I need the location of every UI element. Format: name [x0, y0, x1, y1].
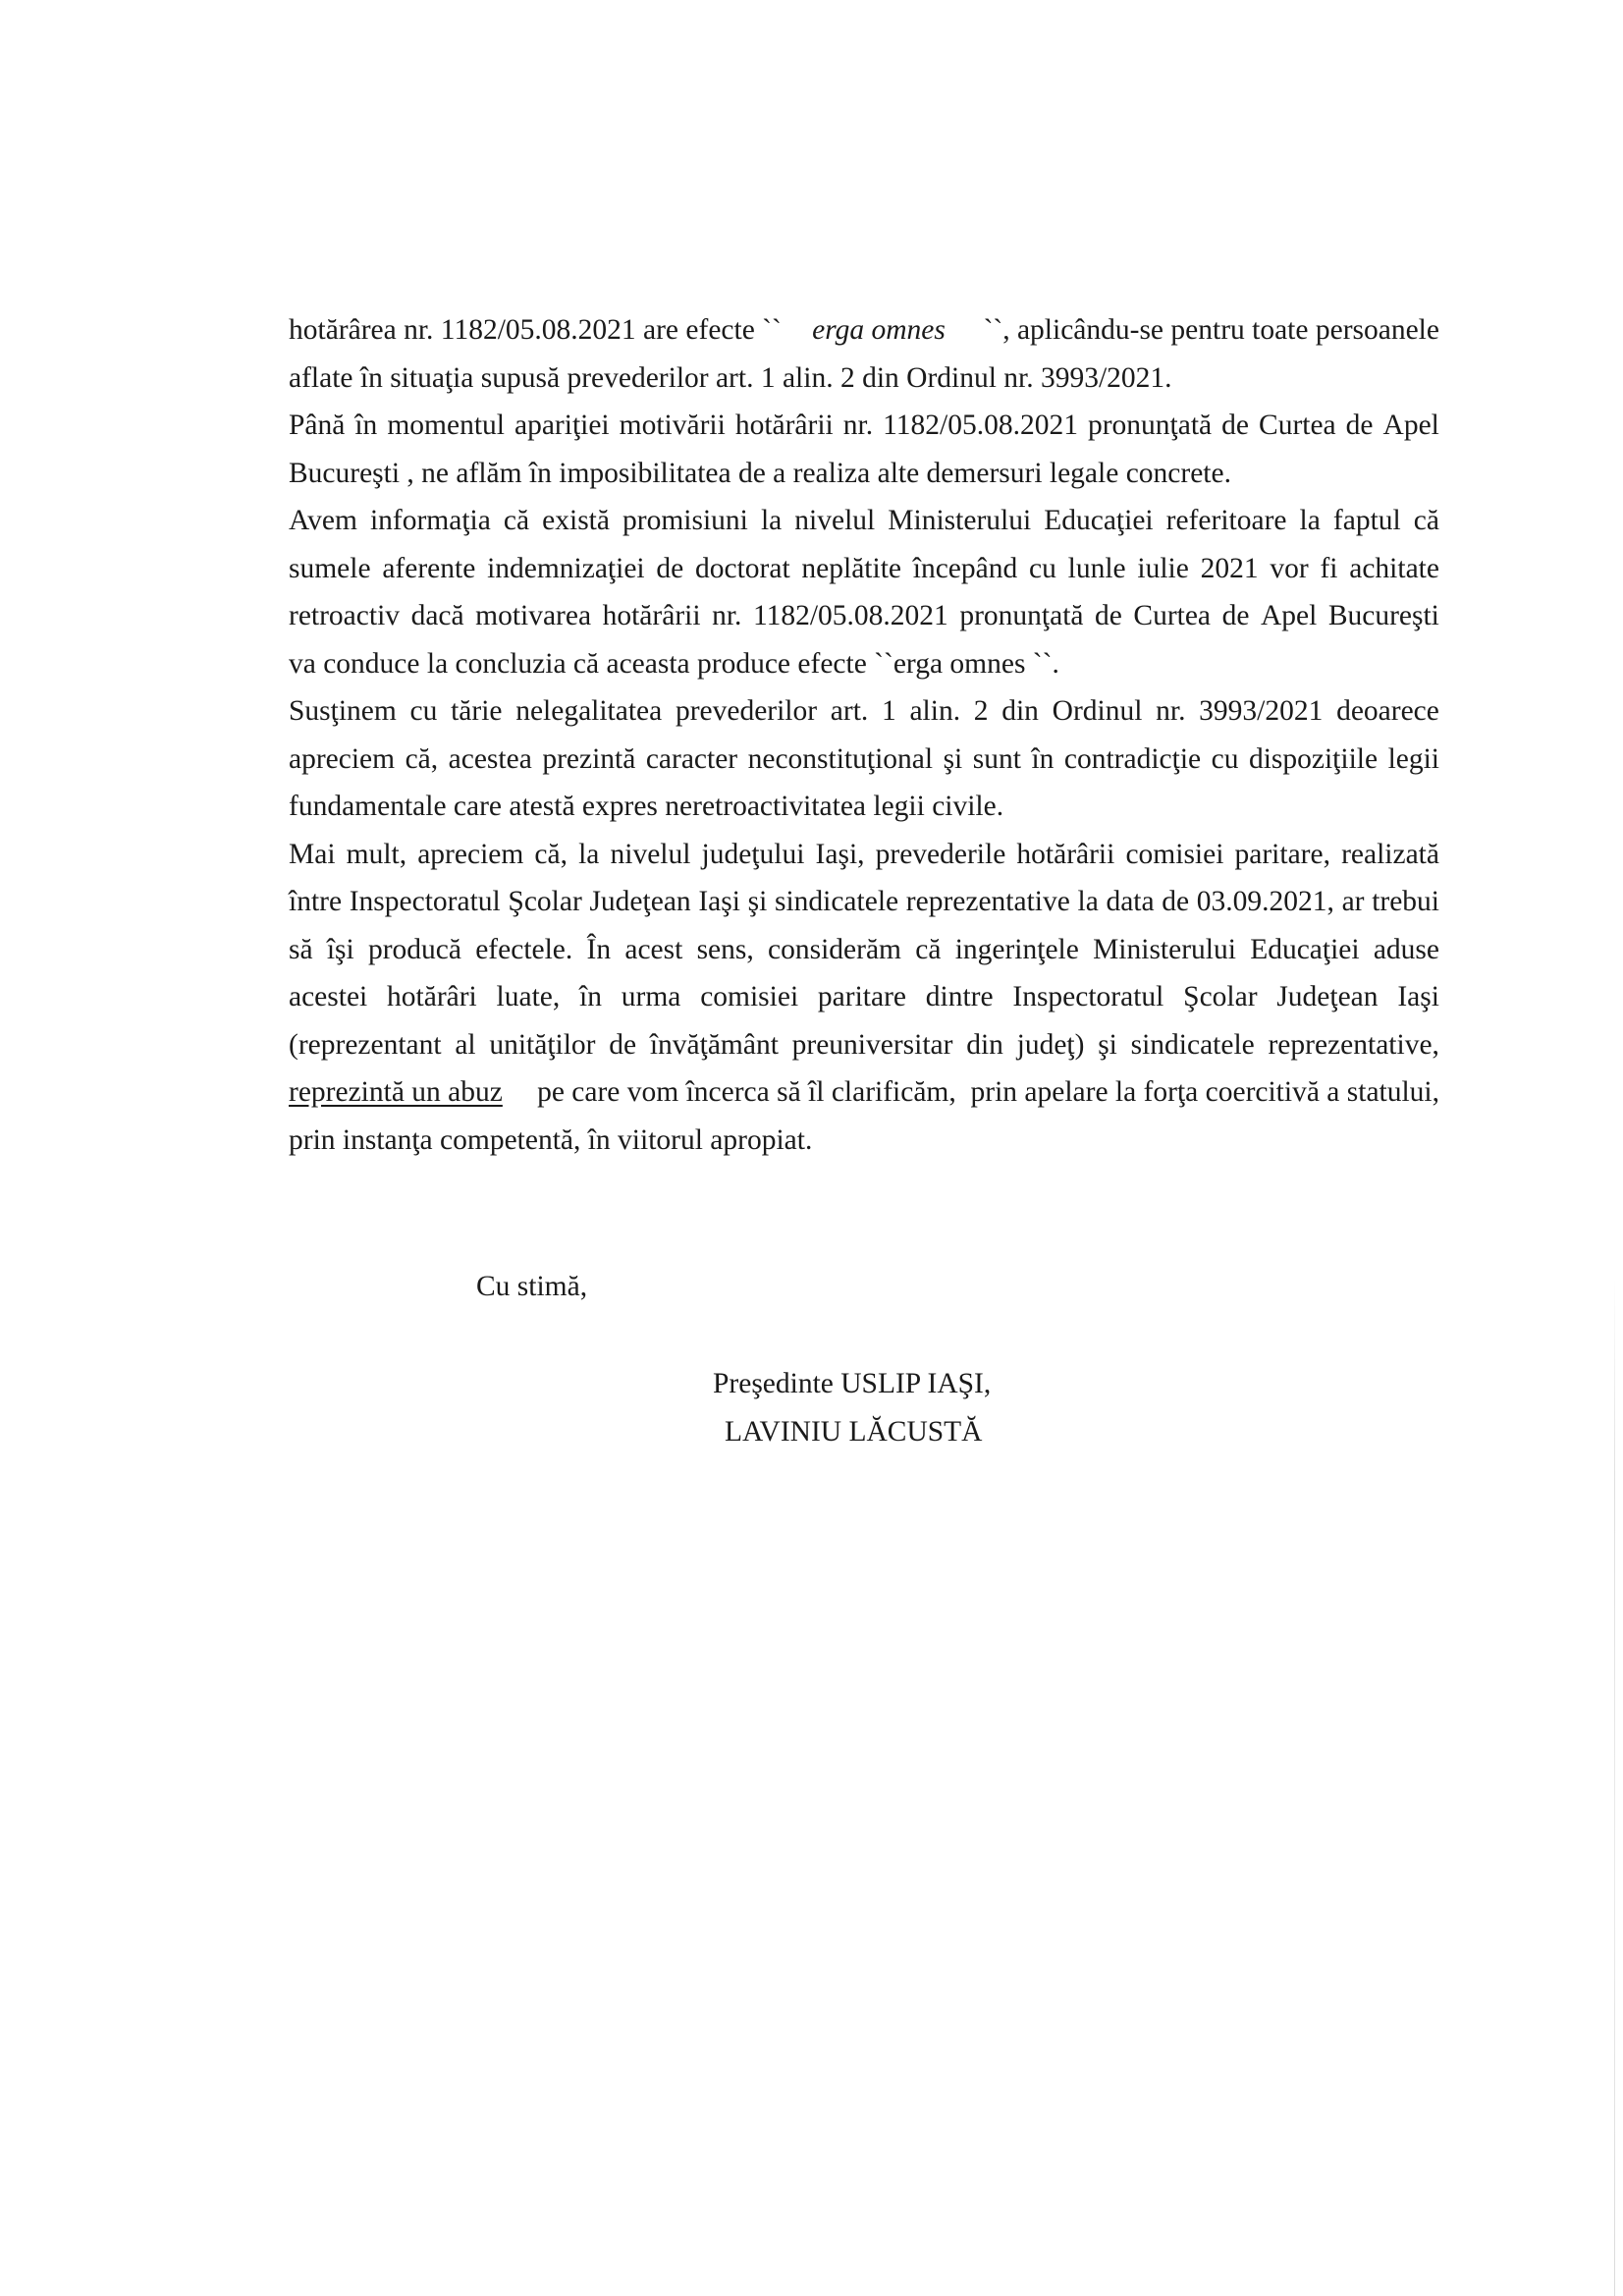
word: faptul: [1332, 505, 1401, 536]
word: 2021: [1200, 552, 1259, 584]
word: că: [1413, 505, 1439, 536]
word: Ministerului: [1093, 933, 1236, 965]
word: Iaşi: [1397, 981, 1439, 1012]
word: Susţinem: [289, 695, 397, 727]
word: că: [503, 505, 530, 536]
word: aferente: [382, 552, 476, 584]
word: momentul: [387, 410, 505, 441]
word: 2: [973, 695, 989, 727]
text-line: prin instanţa competentă, în viitorul apropiat.: [289, 1123, 813, 1156]
paragraph-2: [289, 402, 1439, 497]
text-line: [289, 1068, 1439, 1117]
italic-phrase: erga omnes: [812, 314, 946, 346]
word: în: [579, 981, 602, 1012]
word: Şcolar: [508, 886, 582, 917]
word: Curtea: [1259, 410, 1336, 441]
word: Iaşi: [698, 886, 740, 917]
word: apreciem: [417, 838, 524, 870]
word: şi: [1098, 1028, 1117, 1061]
text-line-segment: hotărârea nr. 1182/05.08.2021 are efecte ``: [289, 314, 782, 346]
word: de: [609, 1028, 637, 1061]
word: de: [1095, 600, 1122, 631]
word: informaţia: [369, 505, 491, 536]
word: între: [289, 886, 343, 917]
word: că: [915, 933, 942, 965]
word: Inspectoratul: [349, 886, 501, 917]
word: acestei: [289, 981, 368, 1012]
text-line: va conduce la concluzia că aceasta produce efecte ``erga omnes ``.: [289, 647, 1059, 680]
word: pronunţată: [959, 600, 1084, 631]
word: hotărârii: [734, 410, 834, 441]
word: referitoare: [1165, 505, 1287, 536]
text-line: [289, 592, 1439, 640]
text-line: [289, 878, 1439, 926]
text-line: [289, 402, 1439, 450]
word: retroactiv: [289, 600, 401, 631]
text-line: [289, 1021, 1439, 1069]
word: vor: [1270, 552, 1309, 584]
word: nr.: [842, 410, 874, 441]
word: sunt: [972, 742, 1021, 775]
word: Curtea: [1133, 600, 1212, 631]
word: începând: [912, 552, 1018, 584]
text-line: [289, 973, 1439, 1021]
word: urma: [621, 981, 681, 1012]
text-line: [289, 545, 1439, 593]
word: comisiei: [700, 981, 799, 1012]
paragraph-4: [289, 687, 1439, 831]
word: apreciem: [289, 742, 396, 775]
word: nivelul: [610, 838, 691, 870]
word: hotărârii: [1016, 838, 1115, 870]
word: hotărâri: [387, 981, 477, 1012]
text-line: [289, 687, 1439, 736]
word: al: [455, 1028, 476, 1061]
text-line: [289, 497, 1439, 545]
word: contradicţie: [1063, 742, 1202, 775]
word: 3993/2021: [1199, 695, 1324, 727]
word: din: [1001, 695, 1039, 727]
word: dacă: [410, 600, 464, 631]
word: Avem: [289, 505, 357, 536]
word: În: [586, 933, 612, 965]
word: prevederile: [875, 838, 1006, 870]
word: Şcolar: [1183, 981, 1258, 1012]
word: fi: [1320, 552, 1338, 584]
word: Bucureşti: [1327, 600, 1439, 631]
word: dintre: [925, 981, 994, 1012]
word: neplătite: [801, 552, 901, 584]
underlined-phrase: reprezintă un abuz: [289, 1076, 503, 1108]
word: deoarece: [1336, 695, 1439, 727]
word: nelegalitatea: [515, 695, 663, 727]
word: Iaşi,: [815, 838, 865, 870]
signatory-title: Preşedinte USLIP IAŞI,: [713, 1368, 992, 1399]
word: efectele.: [475, 933, 573, 965]
text-line: [289, 736, 1439, 784]
word: sindicatele: [1130, 1028, 1255, 1061]
word: aduse: [1373, 933, 1439, 965]
word: alin.: [909, 695, 961, 727]
word: de: [1221, 410, 1249, 441]
word: Mai: [289, 838, 336, 870]
word: cu: [1029, 552, 1056, 584]
word: la: [1077, 886, 1099, 917]
word: şi: [747, 886, 768, 917]
word: sumele: [289, 552, 371, 584]
word: Judeţean: [1276, 981, 1379, 1012]
word: acestea: [448, 742, 532, 775]
word: neconstituţional: [747, 742, 934, 775]
word: apariţiei: [514, 410, 610, 441]
word: ingerinţele: [954, 933, 1079, 965]
signatory-name: LAVINIU LĂCUSTĂ: [725, 1416, 983, 1448]
word: 1: [882, 695, 896, 727]
text-line-segment: ``, aplicându-se pentru toate persoanele: [976, 314, 1439, 346]
text-line: fundamentale care atestă expres neretroactivitatea legii civile.: [289, 791, 1004, 822]
word: îşi: [326, 933, 354, 965]
word: considerăm: [768, 933, 901, 965]
word: doctorat: [695, 552, 790, 584]
word: Ministerului: [888, 505, 1032, 536]
word: la: [578, 838, 600, 870]
text-line-segment: pe care vom încerca să îl clarificăm, prin apelare la forţa coercitivă a statului,: [529, 1076, 1439, 1108]
word: de: [1221, 600, 1250, 631]
word: Judeţean: [589, 886, 691, 917]
word: de: [656, 552, 684, 584]
word: hotărârii: [602, 600, 701, 631]
word: nr.: [1156, 695, 1186, 727]
word: producă: [367, 933, 461, 965]
word: lunle: [1067, 552, 1126, 584]
word: că,: [405, 742, 439, 775]
word: trebui: [1372, 886, 1439, 917]
scan-edge-line: [1614, 1277, 1615, 2296]
word: există: [542, 505, 610, 536]
paragraph-3: [289, 497, 1439, 687]
word: să: [289, 933, 313, 965]
letter-body: [289, 306, 1439, 1164]
word: acest: [624, 933, 683, 965]
paragraph-1: [289, 306, 1439, 402]
word: art.: [830, 695, 869, 727]
word: prezintă: [542, 742, 636, 775]
signature-block: [713, 1360, 991, 1456]
word: învăţământ: [649, 1028, 779, 1061]
word: de: [1162, 886, 1190, 917]
word: reprezentative,: [1268, 1028, 1439, 1061]
word: Apel: [1382, 410, 1439, 441]
word: preuniversitar: [791, 1028, 953, 1061]
word: legii: [1387, 742, 1439, 775]
word: Educaţiei: [1250, 933, 1360, 965]
word: cu: [1211, 742, 1239, 775]
word: sens,: [696, 933, 754, 965]
word: achitate: [1349, 552, 1439, 584]
word: comisiei: [1125, 838, 1224, 870]
word: în: [354, 410, 378, 441]
word: 03.09.2021,: [1196, 886, 1334, 917]
word: la: [760, 505, 783, 536]
word: judeţului: [701, 838, 805, 870]
word: din: [966, 1028, 1003, 1061]
word: Până: [289, 410, 346, 441]
word: tărie: [451, 695, 503, 727]
word: la: [1299, 505, 1321, 536]
word: unităţilor: [489, 1028, 596, 1061]
word: prevederilor: [675, 695, 818, 727]
word: 1182/05.08.2021: [752, 600, 948, 631]
word: judeţ): [1016, 1028, 1085, 1061]
word: realizată: [1341, 838, 1439, 870]
closing-salutation: Cu stimă,: [476, 1271, 588, 1302]
word: data: [1106, 886, 1155, 917]
word: motivării: [619, 410, 726, 441]
word: ar: [1341, 886, 1365, 917]
word: motivarea: [475, 600, 592, 631]
word: reprezentative: [905, 886, 1070, 917]
word: iulie: [1137, 552, 1189, 584]
word: şi: [943, 742, 963, 775]
text-line: aflate în situaţia supusă prevederilor art. 1 alin. 2 din Ordinul nr. 3993/2021.: [289, 361, 1172, 394]
word: dispoziţiile: [1248, 742, 1379, 775]
paragraph-5: [289, 831, 1439, 1165]
word: (reprezentant: [289, 1028, 442, 1061]
word: paritare,: [1234, 838, 1330, 870]
word: indemnizaţiei: [487, 552, 645, 584]
word: Ordinul: [1052, 695, 1143, 727]
word: pronunţată: [1087, 410, 1213, 441]
word: Educaţiei: [1044, 505, 1154, 536]
word: luate,: [496, 981, 561, 1012]
word: de: [1345, 410, 1374, 441]
word: Inspectoratul: [1012, 981, 1164, 1012]
word: nivelul: [794, 505, 876, 536]
word: promisiuni: [622, 505, 748, 536]
word: paritare: [817, 981, 906, 1012]
word: cu: [409, 695, 438, 727]
word: 1182/05.08.2021: [883, 410, 1078, 441]
word: caracter: [645, 742, 738, 775]
word: în: [1031, 742, 1055, 775]
word: sindicatele: [774, 886, 899, 917]
text-line: Bucureşti , ne aflăm în imposibilitatea de a realiza alte demersuri legale concrete.: [289, 457, 1231, 489]
word: Apel: [1260, 600, 1318, 631]
word: că,: [534, 838, 568, 870]
text-line: [289, 926, 1439, 974]
word: nr.: [712, 600, 742, 631]
word: mult,: [346, 838, 407, 870]
text-line: [289, 306, 1439, 355]
text-line: [289, 831, 1439, 879]
